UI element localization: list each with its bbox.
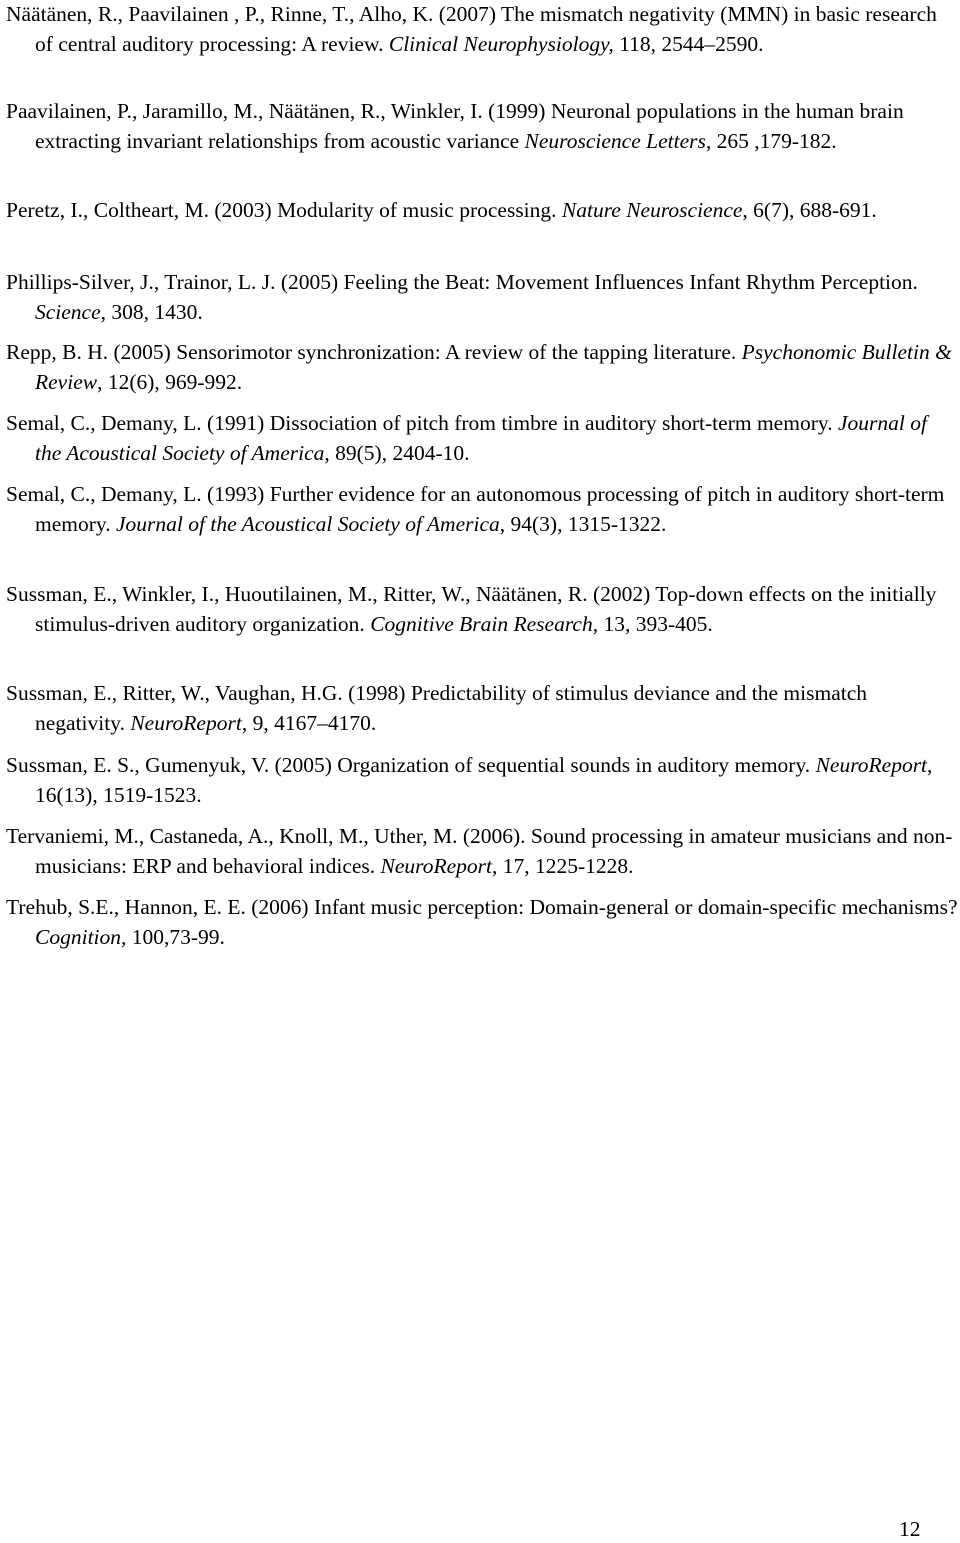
reference-text: Sussman, E. S., Gumenyuk, V. (2005) Organization of sequential sounds in auditory memory. — [6, 753, 816, 777]
reference-text: Repp, B. H. (2005) Sensorimotor synchronization: A review of the tapping literature. — [6, 340, 742, 364]
reference-details: 118, 2544–2590. — [613, 31, 764, 56]
reference-details: , 94(3), 1315-1322. — [499, 511, 667, 536]
reference-details: , 89(5), 2404-10. — [324, 440, 470, 465]
reference-text: Semal, C., Demany, L. (1991) Dissociation of pitch from timbre in auditory short-term memory. — [6, 411, 838, 435]
reference-entry — [6, 580, 958, 639]
reference-entry — [6, 679, 958, 738]
journal-title: Journal of the Acoustical Society of America — [116, 511, 500, 536]
reference-entry — [6, 409, 958, 468]
reference-entry — [6, 0, 958, 59]
reference-text: Sussman, E., Winkler, I., Huoutilainen, M., Ritter, W., Näätänen, R. (2002) Top-down effects on the initially stimulus-driven auditory organization. — [6, 582, 937, 636]
reference-text: Trehub, S.E., Hannon, E. E. (2006) Infant music perception: Domain-general or domain-specific mechanisms? — [6, 895, 958, 919]
reference-text: Tervaniemi, M., Castaneda, A., Knoll, M., Uther, M. (2006). Sound processing in amateur musicians and non-musicians: ERP and behavioral indices. — [6, 824, 953, 878]
reference-details: , 16(13), 1519-1523. — [35, 753, 933, 807]
journal-title: Psychonomic Bulletin & Review — [35, 340, 952, 394]
reference-entry — [6, 268, 958, 327]
journal-title: NeuroReport — [380, 853, 492, 878]
reference-entry — [6, 97, 958, 156]
reference-text: Näätänen, R., Paavilainen , P., Rinne, T., Alho, K. (2007) The mismatch negativity (MMN) in basic research of central auditory processing: A review. — [6, 2, 937, 56]
reference-entry — [6, 480, 958, 539]
journal-title: Nature Neuroscience — [561, 198, 743, 222]
reference-details: , 308, 1430. — [100, 299, 203, 324]
reference-text: Phillips-Silver, J., Trainor, L. J. (2005) Feeling the Beat: Movement Influences Infant Rhythm Perception. — [6, 270, 918, 294]
reference-text: Peretz, I., Coltheart, M. (2003) Modularity of music processing. — [6, 198, 562, 222]
journal-title: Cognitive Brain Research — [370, 611, 593, 636]
journal-title: Cognition, — [35, 924, 127, 949]
journal-title: Neuroscience Letters — [524, 128, 706, 153]
reference-text: Semal, C., Demany, L. (1993) Further evidence for an autonomous processing of pitch in auditory short-term memory. — [6, 482, 945, 536]
reference-details: , 9, 4167–4170. — [241, 710, 377, 735]
page-number: 12 — [899, 1517, 921, 1541]
reference-entry — [6, 893, 958, 952]
reference-details: , 6(7), 688-691. — [742, 198, 877, 222]
reference-details: , 13, 393-405. — [592, 611, 713, 636]
reference-details: , 265 ,179-182. — [705, 128, 837, 153]
journal-title: Clinical Neurophysiology, — [388, 31, 614, 56]
journal-title: NeuroReport — [815, 753, 928, 777]
reference-text: Paavilainen, P., Jaramillo, M., Näätänen, R., Winkler, I. (1999) Neuronal populations in the human brain extracting invariant relationships from acoustic variance — [6, 99, 904, 153]
reference-entry — [6, 822, 958, 881]
reference-text: Sussman, E., Ritter, W., Vaughan, H.G. (1998) Predictability of stimulus deviance and the mismatch negativity. — [6, 681, 868, 735]
reference-details: , 17, 1225-1228. — [492, 853, 634, 878]
journal-title: Journal of the Acoustical Society of America — [35, 411, 927, 465]
journal-title: Science — [35, 299, 101, 324]
reference-details: , 12(6), 969-992. — [97, 369, 243, 394]
reference-entry — [6, 196, 958, 226]
reference-entry — [6, 751, 958, 810]
journal-title: NeuroReport — [130, 710, 242, 735]
reference-entry — [6, 338, 958, 397]
reference-details: 100,73-99. — [126, 924, 225, 949]
